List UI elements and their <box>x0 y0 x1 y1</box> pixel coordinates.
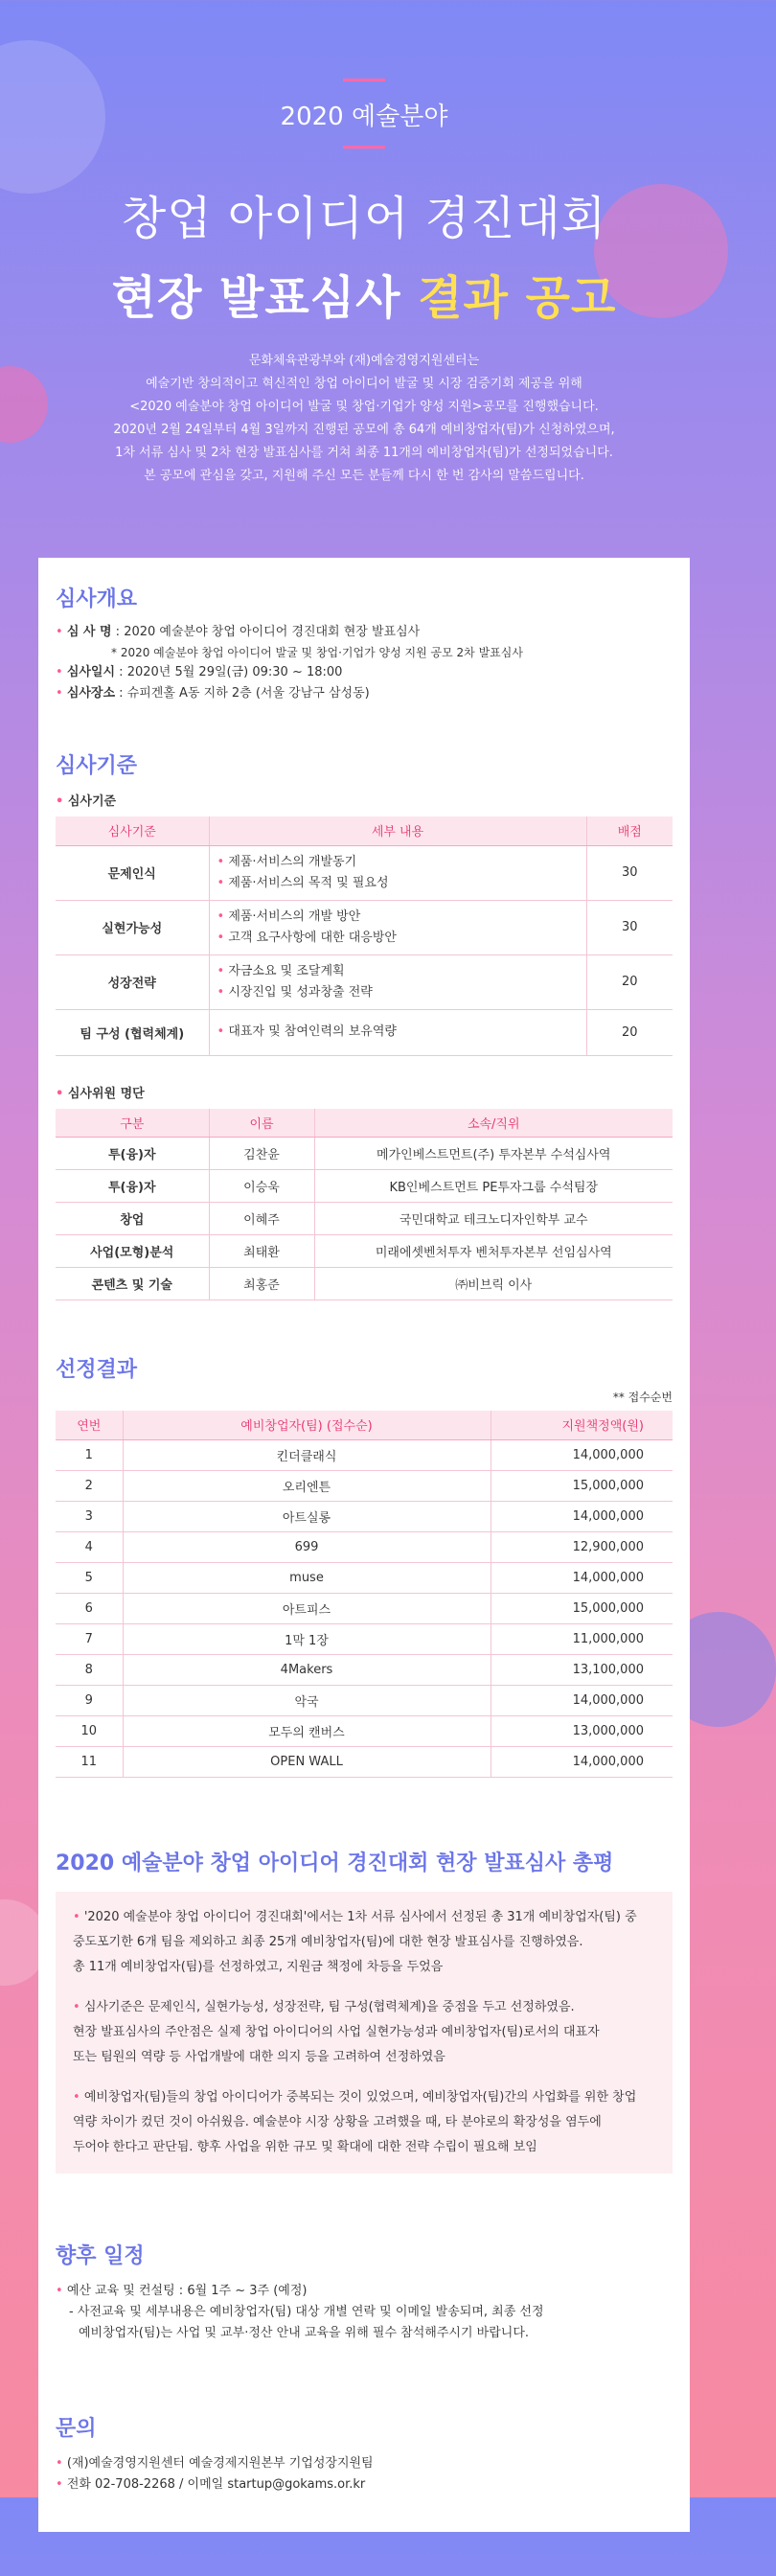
bullet-icon: • <box>73 2090 84 2104</box>
table-row <box>56 1685 673 1715</box>
result-amount: 14,000,000 <box>491 1562 673 1593</box>
criteria-details <box>209 845 586 900</box>
result-amount: 13,100,000 <box>491 1654 673 1685</box>
results-section <box>56 1353 673 1778</box>
result-team: 오리엔튼 <box>123 1470 491 1501</box>
result-team: 모두의 캔버스 <box>123 1715 491 1746</box>
criteria-header: 배점 <box>586 816 673 845</box>
results-table <box>56 1411 673 1778</box>
criteria-name: 문제인식 <box>56 845 209 900</box>
judge-category: 창업 <box>56 1203 209 1235</box>
detail-text: 시장진입 및 성과창출 전략 <box>228 984 373 1000</box>
review-line: 심사기준은 문제인식, 실현가능성, 성장전략, 팀 구성(협력체계)을 중점을 두고 선정하였음. <box>83 2000 575 2014</box>
criteria-table <box>56 816 673 1056</box>
judge-name: 최홍준 <box>209 1268 314 1300</box>
table-row <box>56 900 673 954</box>
bullet-icon: • <box>217 854 229 869</box>
result-team: 악국 <box>123 1685 491 1715</box>
bullet-icon: • <box>56 794 68 809</box>
result-number: 7 <box>56 1623 123 1654</box>
results-header: 예비창업자(팀) (접수순) <box>123 1411 491 1439</box>
result-amount: 14,000,000 <box>491 1501 673 1531</box>
result-number: 2 <box>56 1470 123 1501</box>
judge-affiliation: ㈜비브릭 이사 <box>314 1268 673 1300</box>
criteria-header: 심사기준 <box>56 816 209 845</box>
review-line: 총 11개 예비창업자(팀)를 선정하였고, 지원금 책정에 차등을 두었음 <box>73 1960 444 1974</box>
hero-intro <box>0 350 728 488</box>
detail-text: 대표자 및 참여인력의 보유역량 <box>228 1024 397 1039</box>
bullet-icon: • <box>56 665 67 679</box>
bullet-icon: • <box>56 686 67 701</box>
bullet-icon: • <box>56 625 67 639</box>
judge-category: 투(융)자 <box>56 1138 209 1170</box>
judge-category: 투(융)자 <box>56 1170 209 1203</box>
table-row <box>56 1562 673 1593</box>
result-number: 11 <box>56 1746 123 1777</box>
review-line: 또는 팀원의 역량 등 사업개발에 대한 의지 등을 고려하여 선정하였음 <box>73 2050 445 2064</box>
result-amount: 14,000,000 <box>491 1685 673 1715</box>
hero-title-line2 <box>0 261 728 327</box>
intro-line: 문화체육관광부와 (재)예술경영지원센터는 <box>248 354 480 368</box>
overview-date <box>56 662 673 683</box>
overview-section <box>56 583 673 704</box>
result-team: 1막 1장 <box>123 1623 491 1654</box>
judges-header: 구분 <box>56 1109 209 1138</box>
criteria-score: 30 <box>586 845 673 900</box>
judge-affiliation: 메가인베스트먼트(주) 투자본부 수석심사역 <box>314 1138 673 1170</box>
review-line: 현장 발표심사의 주안점은 실제 창업 아이디어의 사업 실현가능성과 예비창업자(팀)로서의 대표자 <box>73 2025 600 2039</box>
overview-note: * 2020 예술분야 창업 아이디어 발굴 및 창업·기업가 양성 지원 공모 2차 발표심사 <box>111 646 523 659</box>
hero-divider <box>343 146 385 149</box>
judges-header: 소속/직위 <box>314 1109 673 1138</box>
contact-item <box>56 2453 673 2474</box>
review-section <box>56 1847 673 2174</box>
detail-text: 제품·서비스의 개발 방안 <box>228 908 361 924</box>
judge-name: 이혜주 <box>209 1203 314 1235</box>
result-amount: 15,000,000 <box>491 1470 673 1501</box>
table-row <box>56 1203 673 1235</box>
result-amount: 15,000,000 <box>491 1593 673 1623</box>
contact-text: (재)예술경영지원센터 예술경제지원본부 기업성장지원팀 <box>66 2456 374 2471</box>
table-row <box>56 1009 673 1055</box>
hero-title-main: 현장 발표심사 <box>111 271 419 325</box>
criteria-score: 20 <box>586 1009 673 1055</box>
result-number: 3 <box>56 1501 123 1531</box>
judge-name: 최태환 <box>209 1235 314 1268</box>
judge-affiliation: KB인베스트먼트 PE투자그룹 수석팀장 <box>314 1170 673 1203</box>
review-line: '2020 예술분야 창업 아이디어 경진대회'에서는 1차 서류 심사에서 선정된 총 31개 예비창업자(팀) 중 <box>83 1910 637 1924</box>
results-order-note: ** 접수순번 <box>612 1391 673 1404</box>
table-row <box>56 1715 673 1746</box>
hero-title-line1: 창업 아이디어 경진대회 <box>121 192 607 245</box>
result-number: 8 <box>56 1654 123 1685</box>
detail-item <box>217 982 579 1003</box>
result-number: 6 <box>56 1593 123 1623</box>
table-row <box>56 1593 673 1623</box>
contact-text: 전화 02-708-2268 / 이메일 startup@gokams.or.kr <box>66 2477 366 2492</box>
table-row <box>56 1138 673 1170</box>
detail-text: 제품·서비스의 개발동기 <box>228 854 357 869</box>
judge-category: 콘텐츠 및 기술 <box>56 1268 209 1300</box>
result-number: 10 <box>56 1715 123 1746</box>
schedule-item <box>56 2281 673 2302</box>
criteria-name: 실현가능성 <box>56 900 209 954</box>
result-number: 9 <box>56 1685 123 1715</box>
bullet-icon: • <box>217 984 229 1000</box>
result-team: muse <box>123 1562 491 1593</box>
table-row <box>56 1531 673 1562</box>
results-header: 지원책정액(원) <box>491 1411 673 1439</box>
intro-line: <2020 예술분야 창업 아이디어 발굴 및 창업·기업가 양성 지원>공모를 진행했습니다. <box>129 400 599 414</box>
judge-name: 김찬윤 <box>209 1138 314 1170</box>
criteria-score: 30 <box>586 900 673 954</box>
result-team: 아트피스 <box>123 1593 491 1623</box>
result-amount: 13,000,000 <box>491 1715 673 1746</box>
review-paragraph <box>73 1995 655 2070</box>
detail-item <box>217 873 579 894</box>
review-line: 역량 차이가 컸던 것이 아쉬웠음. 예술분야 시장 상황을 고려했을 때, 타 분야로의 확장성을 염두에 <box>73 2115 602 2129</box>
bullet-icon: • <box>56 2456 67 2471</box>
results-header: 연번 <box>56 1411 123 1439</box>
intro-line: 1차 서류 심사 및 2차 현장 발표심사를 거쳐 최종 11개의 예비창업자(팀)가 선정되었습니다. <box>115 446 613 460</box>
result-number: 1 <box>56 1439 123 1470</box>
table-row <box>56 1746 673 1777</box>
judge-category: 사업(모형)분석 <box>56 1235 209 1268</box>
review-box <box>56 1892 673 2174</box>
detail-item <box>217 961 579 982</box>
result-team: 킨더클래식 <box>123 1439 491 1470</box>
criteria-name: 성장전략 <box>56 954 209 1009</box>
result-team: 699 <box>123 1531 491 1562</box>
name-value: : 2020 예술분야 창업 아이디어 경진대회 현장 발표심사 <box>111 625 421 639</box>
content-card <box>38 558 690 2532</box>
overview-title: 심사개요 <box>56 587 138 611</box>
detail-item <box>217 907 579 928</box>
bullet-icon: • <box>217 1024 229 1039</box>
contact-section <box>56 2412 673 2496</box>
judges-subtitle-text: 심사위원 명단 <box>67 1086 145 1101</box>
criteria-section <box>56 749 673 1300</box>
criteria-details <box>209 900 586 954</box>
result-amount: 12,900,000 <box>491 1531 673 1562</box>
intro-line: 2020년 2월 24일부터 4월 3일까지 진행된 공모에 총 64개 예비창업자(팀)가 신청하였으며, <box>113 423 615 437</box>
result-number: 4 <box>56 1531 123 1562</box>
table-row <box>56 1654 673 1685</box>
schedule-sub: - 사전교육 및 세부내용은 예비창업자(팀) 대상 개별 연락 및 이메일 발송되며, 최종 선정 <box>69 2305 544 2319</box>
judge-affiliation: 미래에셋벤처투자 벤처투자본부 선임심사역 <box>314 1235 673 1268</box>
detail-text: 제품·서비스의 목적 및 필요성 <box>228 875 389 890</box>
table-row <box>56 1501 673 1531</box>
table-row <box>56 1268 673 1300</box>
judges-table <box>56 1109 673 1301</box>
bullet-icon: • <box>217 908 229 924</box>
place-label: 심사장소 <box>66 686 116 701</box>
bullet-icon: • <box>56 2284 67 2298</box>
hero-title-highlight: 결과 공고 <box>418 271 617 325</box>
detail-text: 자금소요 및 조달계획 <box>228 963 345 978</box>
contact-title: 문의 <box>56 2417 97 2441</box>
table-row <box>56 954 673 1009</box>
result-team: OPEN WALL <box>123 1746 491 1777</box>
intro-line: 예술기반 창의적이고 혁신적인 창업 아이디어 발굴 및 시장 검증기회 제공을 위해 <box>146 377 582 391</box>
review-paragraph <box>73 1905 655 1980</box>
hero-banner <box>0 79 728 539</box>
review-title: 2020 예술분야 창업 아이디어 경진대회 현장 발표심사 총평 <box>56 1852 614 1875</box>
criteria-details <box>209 1009 586 1055</box>
bullet-icon: • <box>217 930 229 945</box>
judges-subtitle <box>56 1083 673 1101</box>
date-label: 심사일시 <box>66 665 116 679</box>
table-row <box>56 1623 673 1654</box>
criteria-score: 20 <box>586 954 673 1009</box>
table-row <box>56 1170 673 1203</box>
schedule-sub: 예비창업자(팀)는 사업 및 교부·정산 안내 교육을 위해 필수 참석해주시기 바랍니다. <box>79 2326 530 2340</box>
criteria-subtitle <box>56 791 673 809</box>
bullet-icon: • <box>217 963 229 978</box>
criteria-title: 심사기준 <box>56 754 138 778</box>
bullet-icon: • <box>56 1086 68 1101</box>
criteria-name: 팀 구성 (협력체계) <box>56 1009 209 1055</box>
table-row <box>56 1470 673 1501</box>
table-row <box>56 1235 673 1268</box>
bullet-icon: • <box>73 1910 84 1924</box>
review-line: 중도포기한 6개 팀을 제외하고 최종 25개 예비창업자(팀)에 대한 현장 발표심사를 진행하였음. <box>73 1935 583 1949</box>
result-amount: 14,000,000 <box>491 1746 673 1777</box>
date-value: : 2020년 5월 29일(금) 09:30 ~ 18:00 <box>115 665 343 679</box>
result-number: 5 <box>56 1562 123 1593</box>
results-title: 선정결과 <box>56 1358 138 1382</box>
result-team: 4Makers <box>123 1654 491 1685</box>
name-label: 심 사 명 <box>66 625 112 639</box>
schedule-section <box>56 2240 673 2344</box>
overview-place <box>56 683 673 704</box>
table-row <box>56 845 673 900</box>
detail-item <box>217 928 579 949</box>
schedule-item-text: 예산 교육 및 컨설팅 : 6월 1주 ~ 3주 (예정) <box>66 2284 308 2298</box>
table-row <box>56 1439 673 1470</box>
review-line: 예비창업자(팀)들의 창업 아이디어가 중복되는 것이 있었으며, 예비창업자(팀)간의 사업화를 위한 창업 <box>83 2090 637 2104</box>
review-paragraph <box>73 2085 655 2160</box>
contact-item <box>56 2474 673 2496</box>
judge-name: 이승욱 <box>209 1170 314 1203</box>
detail-text: 고객 요구사항에 대한 대응방안 <box>228 930 397 945</box>
overview-name <box>56 622 673 643</box>
result-team: 아트실롱 <box>123 1501 491 1531</box>
criteria-details <box>209 954 586 1009</box>
detail-item <box>217 852 579 873</box>
result-amount: 11,000,000 <box>491 1623 673 1654</box>
intro-line: 본 공모에 관심을 갖고, 지원해 주신 모든 분들께 다시 한 번 감사의 말씀드립니다. <box>144 469 584 483</box>
bullet-icon: • <box>217 875 229 890</box>
judges-header: 이름 <box>209 1109 314 1138</box>
review-line: 두어야 한다고 판단됨. 향후 사업을 위한 규모 및 확대에 대한 전략 수립이 필요해 보임 <box>73 2140 537 2154</box>
criteria-header: 세부 내용 <box>209 816 586 845</box>
hero-year-label: 2020 예술분야 <box>280 103 448 131</box>
hero-divider <box>343 79 385 81</box>
judge-affiliation: 국민대학교 테크노디자인학부 교수 <box>314 1203 673 1235</box>
detail-item <box>217 1022 579 1043</box>
schedule-title: 향후 일정 <box>56 2244 145 2268</box>
bullet-icon: • <box>73 2000 84 2014</box>
bullet-icon: • <box>56 2477 67 2492</box>
criteria-subtitle-text: 심사기준 <box>67 794 117 809</box>
place-value: : 슈피겐홀 A동 지하 2층 (서울 강남구 삼성동) <box>115 686 370 701</box>
result-amount: 14,000,000 <box>491 1439 673 1470</box>
